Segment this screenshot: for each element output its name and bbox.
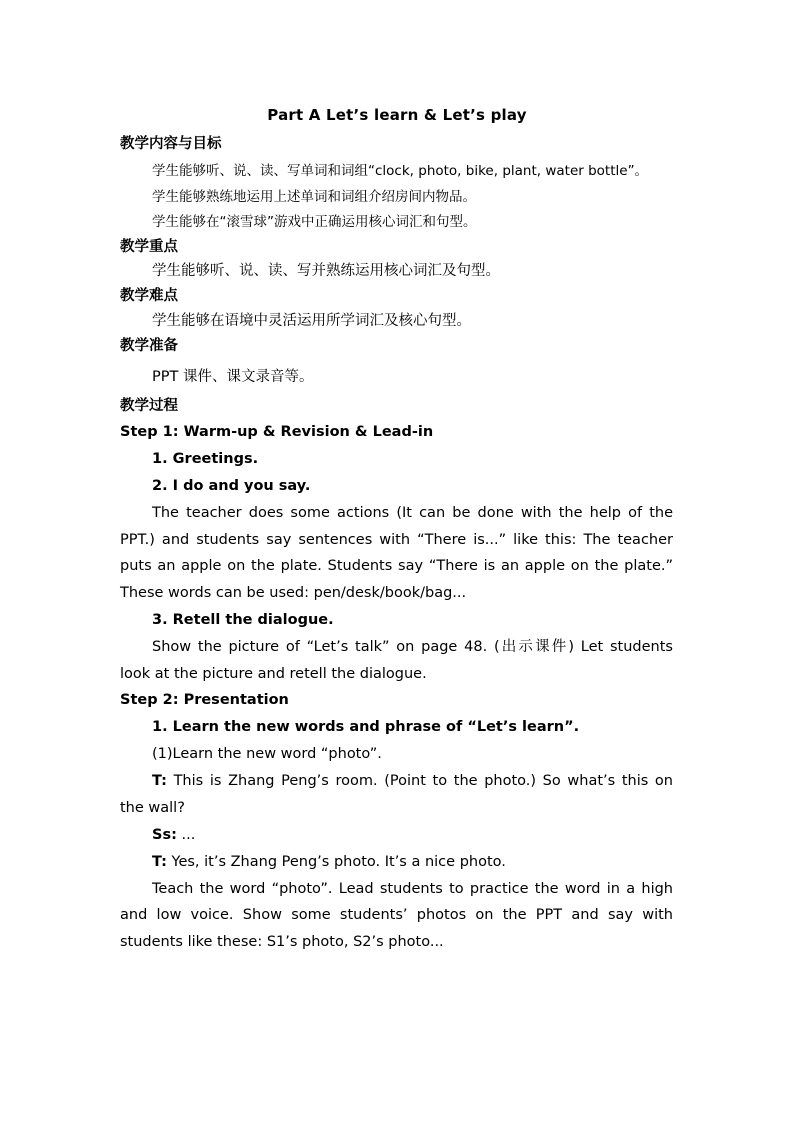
preparation-text: PPT 课件、课文录音等。 — [152, 369, 314, 385]
step2-heading: Step 2: Presentation — [120, 692, 289, 709]
objective-item: 学生能够听、说、读、写单词和词组“clock, photo, bike, plant, water bottle”。 — [152, 163, 649, 179]
process-heading: 教学过程 — [120, 398, 178, 414]
dialogue-line-teacher — [120, 849, 673, 876]
step1-item3: 3. Retell the dialogue. — [152, 611, 334, 628]
objective-item: 学生能够熟练地运用上述单词和词组介绍房间内物品。 — [152, 189, 476, 205]
speaker-label: T: — [152, 853, 167, 870]
step1-heading: Step 1: Warm-up & Revision & Lead-in — [120, 424, 434, 440]
dialogue-text: ... — [181, 826, 196, 843]
preparation-heading: 教学准备 — [120, 338, 178, 354]
difficulties-heading: 教学难点 — [120, 288, 178, 304]
dialogue-line-teacher — [120, 768, 673, 821]
step1-item2-text: The teacher does some actions (It can be done with the help of the PPT.) and students say sentences with “There is...” like this: The teacher puts an apple on the plate. Students say “There is an apple on the plate.” These words can be used: pen/desk/book/bag... — [120, 505, 673, 602]
dialogue-text: Yes, it’s Zhang Peng’s photo. It’s a nice photo. — [171, 853, 506, 870]
document-title: Part A Let’s learn & Let’s play — [267, 106, 527, 124]
step1-item2: 2. I do and you say. — [152, 478, 311, 494]
step1-item1: 1. Greetings. — [152, 451, 259, 467]
difficulties-text: 学生能够在语境中灵活运用所学词汇及核心句型。 — [152, 313, 471, 329]
dialogue-line-students — [120, 822, 673, 849]
step2-sub1: (1)Learn the new word “photo”. — [152, 746, 382, 763]
key-points-heading: 教学重点 — [120, 239, 178, 255]
step1-item3-text: Show the picture of “Let’s talk” on page 48. (出示课件) Let students look at the picture and retell the dialogue. — [120, 638, 673, 682]
document-body — [120, 134, 673, 956]
key-points-text: 学生能够听、说、读、写并熟练运用核心词汇及句型。 — [152, 263, 500, 279]
dialogue-text: This is Zhang Peng’s room. (Point to the photo.) So what’s this on the wall? — [120, 773, 673, 816]
objective-item: 学生能够在“滚雪球”游戏中正确运用核心词汇和句型。 — [152, 214, 477, 230]
speaker-label: Ss: — [152, 826, 177, 843]
speaker-label: T: — [152, 773, 167, 790]
objectives-heading: 教学内容与目标 — [120, 136, 222, 152]
teach-photo-text: Teach the word “photo”. Lead students to practice the word in a high and low voice. Show some students’ photos on the PPT and say with students like these: S1’s photo, S2’s photo... — [120, 880, 673, 951]
step2-item1: 1. Learn the new words and phrase of “Let’s learn”. — [152, 719, 580, 736]
